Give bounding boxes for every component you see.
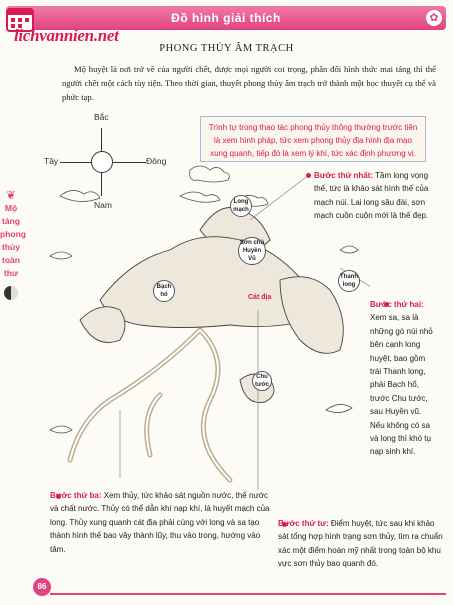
white-tiger-hills xyxy=(80,307,125,343)
step1-marker xyxy=(306,173,311,178)
cloud-shape xyxy=(50,252,72,259)
step1-title: Bước thứ nhất: xyxy=(314,171,374,180)
cloud-shape xyxy=(50,426,72,433)
step3-text: Xem thủy, tức khảo sát nguồn nước, thế nước và chất nước. Thủy có thể dẫn khí nạp khí, là huyết mạch của long. Thủy xung quanh cát địa phải cùng với long và sa tạo thành hình thế bao vây thành lũy, thu vào trong, hướng vào tâm. xyxy=(50,491,270,554)
cloud-shape xyxy=(190,166,230,182)
step2-block xyxy=(370,298,438,459)
side-tab-line: thư xyxy=(3,268,19,278)
header-title: Đồ hình giải thích xyxy=(171,11,281,25)
step1-text: Tầm long vọng thế, tức là khảo sát hình thế của mạch núi. Lai long sâu đài, sơn mạch cuồn cuộn mới là thế đẹp. xyxy=(314,171,429,221)
map-label-son-chu: Sơn chủ Huyền Vũ xyxy=(238,237,266,265)
cloud-shape xyxy=(60,190,100,201)
footer-rule xyxy=(50,593,446,595)
cloud-shape xyxy=(340,246,358,253)
process-note-text: Trình tự trong thao tác phong thủy thông thường trước tiên là xem hình pháp, tức xem phong thủy địa hình địa mạo xung quanh, tiếp đó là xem lý khí, tức xác định phương vị. xyxy=(208,123,418,158)
map-label-bach-ho: Bạch hổ xyxy=(153,280,175,302)
compass-south-label: Nam xyxy=(94,200,112,210)
side-tab xyxy=(0,188,26,300)
step3-title: Bước thứ ba: xyxy=(50,491,102,500)
step2-text: Xem sa, sa là những gò núi nhỏ bên cạnh long huyệt, bao gồm trái Thanh long, phải Bạch hổ, trước Chu tước, sau Huyền vũ. Nếu không có sa và long thì khó tụ nạp sinh khí. xyxy=(370,313,433,457)
map-label-thanh-long: Thanh long xyxy=(338,270,360,292)
page-subtitle: PHONG THỦY ÂM TRẠCH xyxy=(159,43,294,54)
compass-north-label: Bắc xyxy=(94,112,109,122)
yin-yang-icon xyxy=(4,286,18,300)
green-dragon-hills xyxy=(280,277,343,354)
side-tab-line: phong xyxy=(0,229,26,239)
map-label-long-mach: Long mạch xyxy=(230,195,252,217)
watermark-text: lichvannien.net xyxy=(14,26,119,45)
swirl-ornament-icon: ❦ xyxy=(5,188,17,202)
side-tab-line: táng xyxy=(2,216,20,226)
step4-block xyxy=(278,517,444,571)
compass-west-label: Tây xyxy=(44,156,59,166)
compass-east-label: Đông xyxy=(146,156,167,166)
cloud-shape xyxy=(326,404,352,412)
step1-block xyxy=(314,169,438,223)
map-label-chu-tuoc: Chu tước xyxy=(252,371,272,391)
leader-line-step1 xyxy=(250,174,310,220)
map-label-cat-dia: Cát địa xyxy=(248,294,272,301)
step2-title: Bước thứ hai: xyxy=(370,300,424,309)
step3-block xyxy=(50,489,272,556)
page-number: 86 xyxy=(33,578,51,596)
header-right-emblem-icon: ✿ xyxy=(426,10,442,26)
intro-paragraph: Mộ huyệt là nơi trở về của người chết, được mọi người coi trọng, phân đối hình thức mai táng thì thể người chết một cách tùy tiện. Theo thời gian, thuyết phong thủy âm trạch trở thành một học thuyết cụ thể và phức tạp. xyxy=(62,64,436,102)
process-note-box xyxy=(200,116,426,162)
cloud-shape xyxy=(180,192,220,202)
side-tab-line: thủy xyxy=(2,242,20,252)
side-tab-line: Mộ xyxy=(4,203,18,213)
step4-title: Bước thứ tư: xyxy=(278,519,329,528)
step4-text: Điểm huyệt, tức sau khi khảo sát tổng hợp hình trạng sơn thủy, tìm ra chuẩn xác một điểm hoàn mỹ nhất trong toàn bộ khu vực sơn thủy bao quanh đó. xyxy=(278,519,443,569)
side-tab-line: toàn xyxy=(2,255,20,265)
